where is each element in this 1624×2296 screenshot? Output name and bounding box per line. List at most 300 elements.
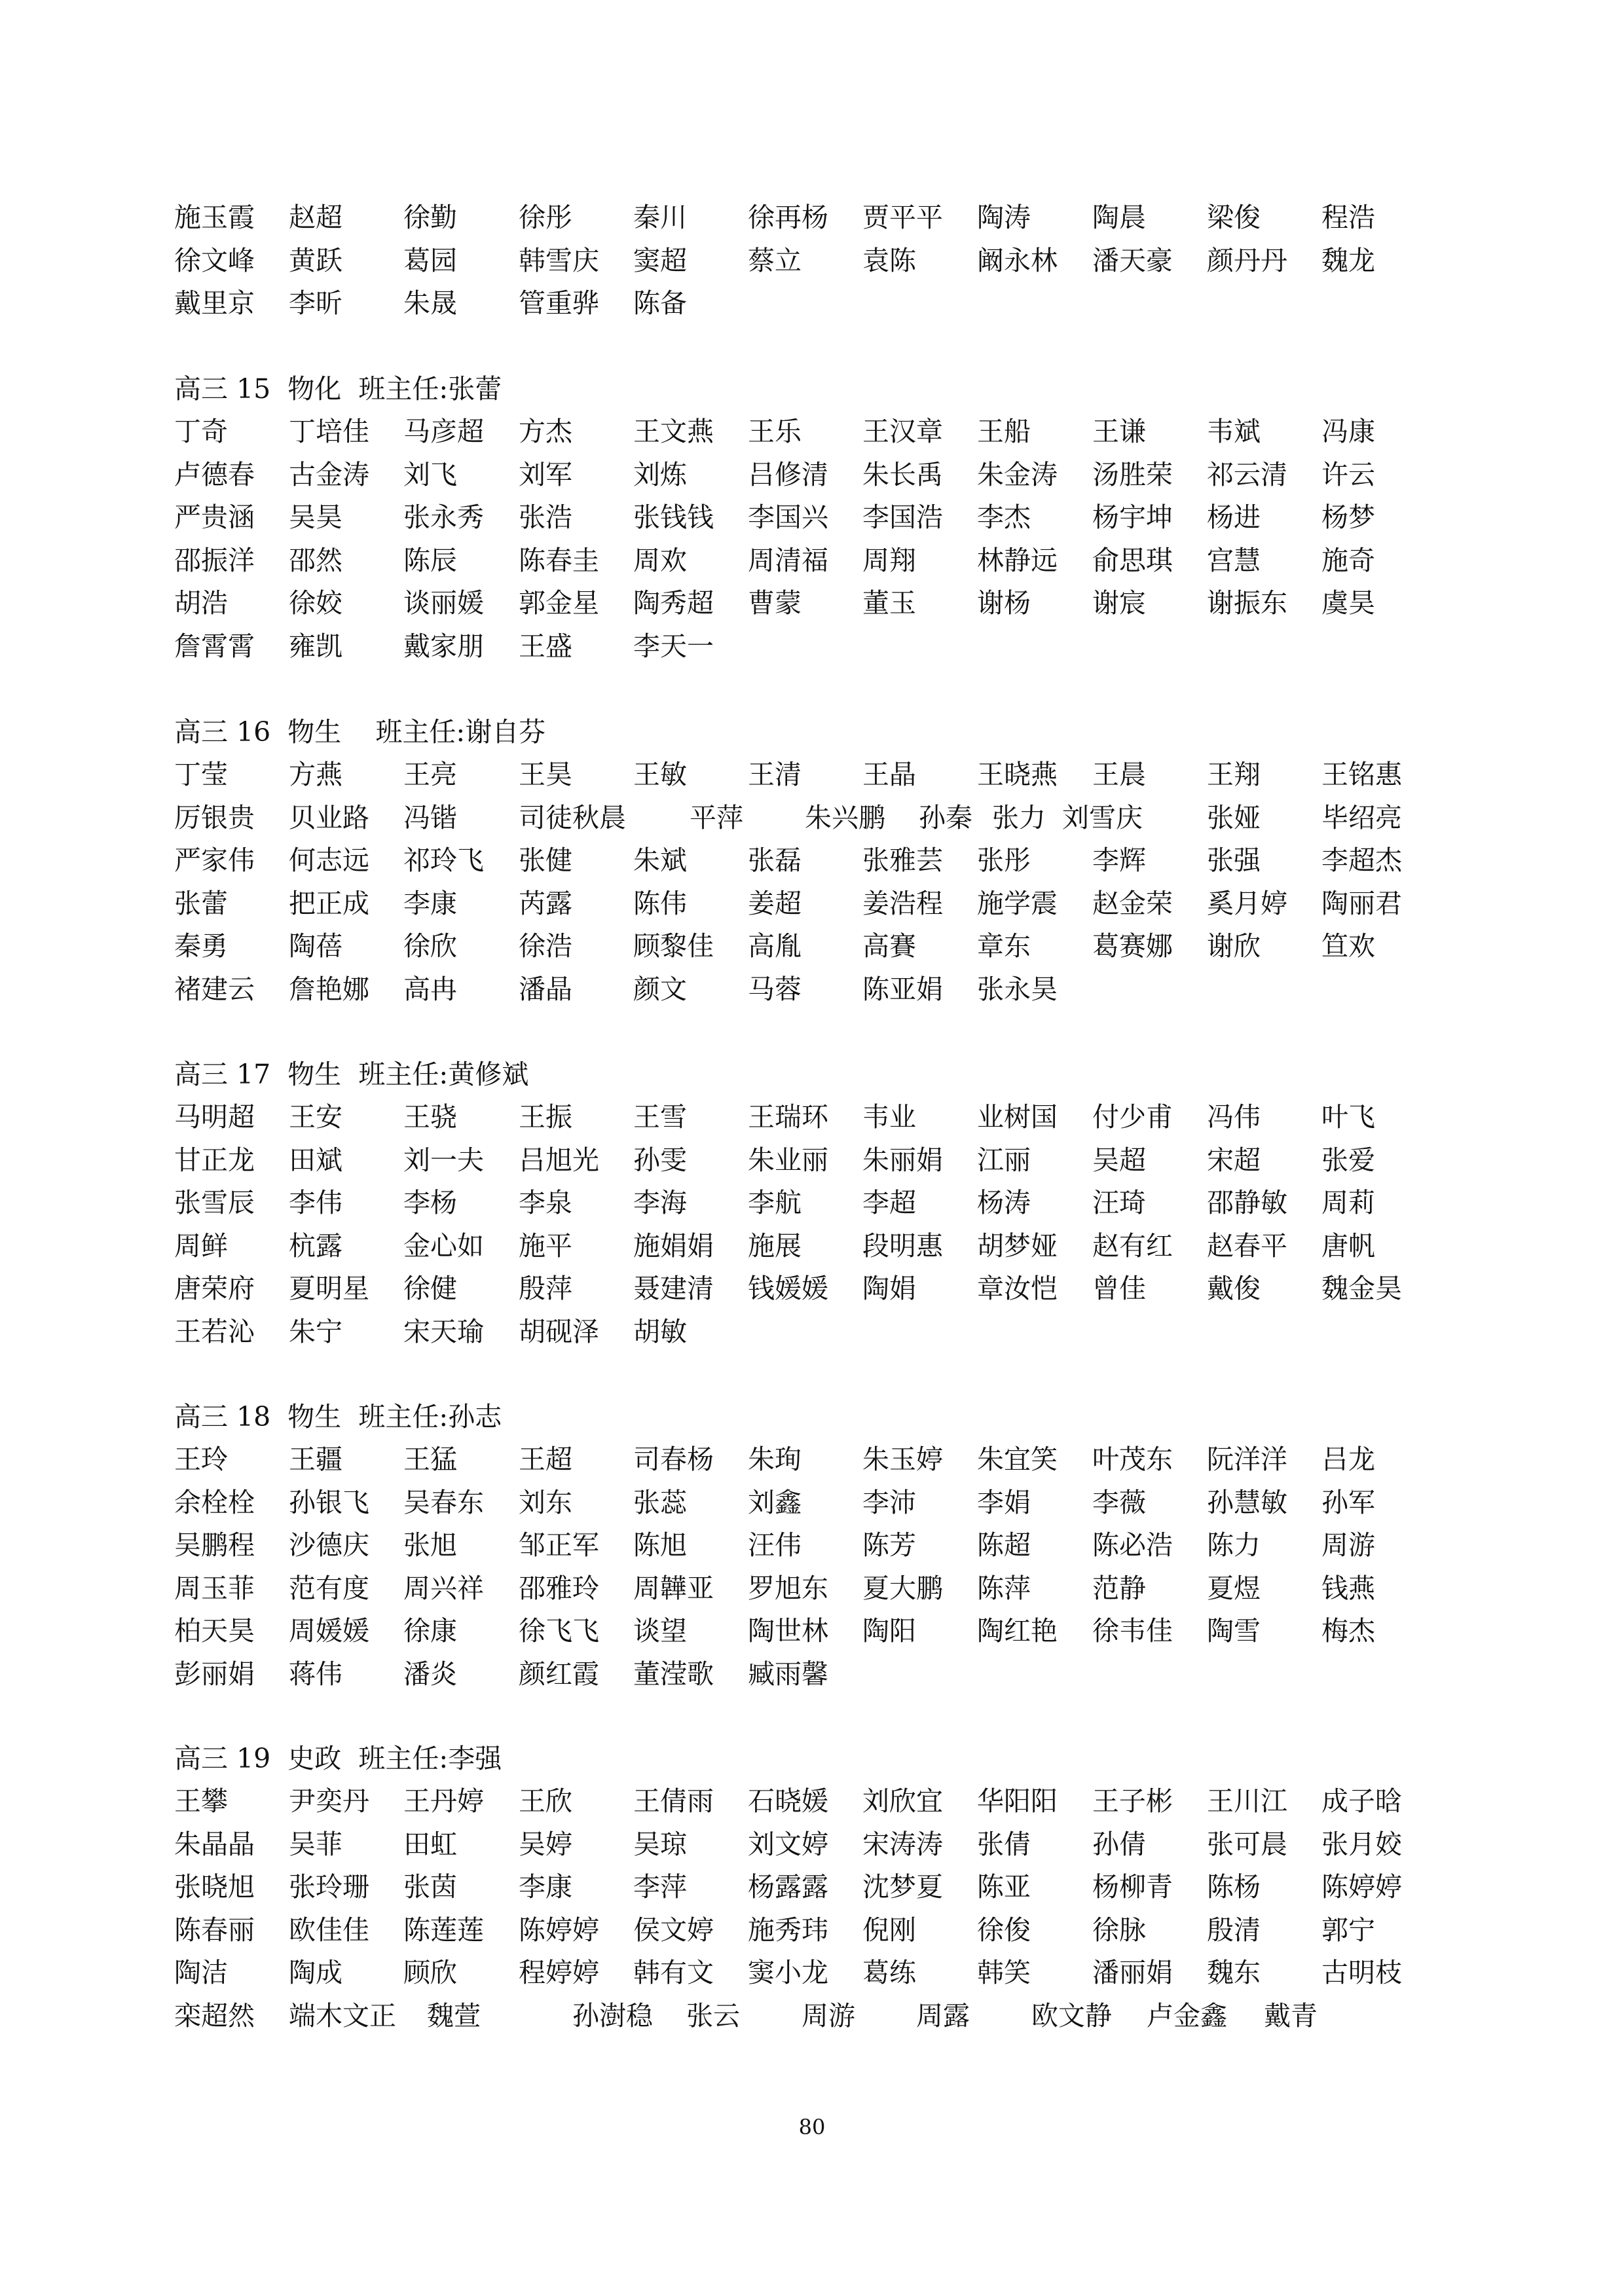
student-name: 孙秦	[919, 801, 972, 833]
student-name: 程婷婷	[519, 1957, 599, 1988]
name-row	[174, 968, 1484, 1011]
student-name: 潘天豪	[1092, 244, 1173, 276]
class-section-16	[174, 710, 1484, 1011]
class-heading	[174, 1395, 1484, 1438]
student-name: 陶秀超	[633, 587, 714, 619]
student-name: 曾佳	[1092, 1273, 1146, 1304]
student-name: 阮洋洋	[1207, 1444, 1287, 1475]
student-name: 王玲	[174, 1444, 228, 1475]
class-heading	[174, 710, 1484, 754]
student-name: 王安	[289, 1101, 342, 1133]
name-row	[174, 883, 1484, 926]
student-name: 孙军	[1321, 1486, 1375, 1518]
student-name: 周媛媛	[289, 1615, 369, 1647]
student-name: 唐帆	[1321, 1230, 1375, 1262]
student-name: 韩笑	[977, 1957, 1031, 1988]
student-name: 陶阳	[862, 1615, 916, 1647]
student-name: 戴青	[1264, 1999, 1318, 2032]
student-name: 张蕊	[633, 1486, 687, 1518]
student-name: 刘文婷	[748, 1828, 828, 1860]
student-name: 褚建云	[174, 973, 255, 1005]
student-name: 朱晟	[403, 287, 457, 319]
student-name: 周韡亚	[633, 1572, 714, 1604]
student-name: 吴春东	[403, 1486, 484, 1518]
student-name: 端木文正	[289, 1999, 396, 2032]
student-name: 窦小龙	[748, 1957, 828, 1988]
student-name: 詹霄霄	[174, 630, 255, 662]
student-name: 董玉	[862, 587, 916, 619]
name-row	[174, 1610, 1484, 1653]
student-name: 邵振洋	[174, 544, 255, 576]
student-name: 吴昊	[289, 501, 342, 533]
class-section-15	[174, 367, 1484, 668]
student-name: 王疆	[289, 1444, 342, 1475]
student-name: 方杰	[519, 416, 572, 447]
student-name: 马彦超	[403, 416, 484, 447]
student-name: 潘晶	[519, 973, 572, 1005]
student-name: 夏大鹏	[862, 1572, 943, 1604]
student-name: 奚月婷	[1207, 887, 1287, 919]
class-section-19	[174, 1737, 1484, 2037]
student-name: 陶成	[289, 1957, 342, 1988]
student-name: 王亮	[403, 759, 457, 790]
student-name: 宫慧	[1207, 544, 1261, 576]
student-name: 张雅芸	[862, 845, 943, 876]
student-name: 许云	[1321, 458, 1375, 490]
name-row	[174, 1952, 1484, 1995]
student-name: 王盛	[519, 630, 572, 662]
student-name: 阚永林	[977, 244, 1058, 276]
student-name: 范静	[1092, 1572, 1146, 1604]
student-name: 徐文峰	[174, 244, 255, 276]
student-name: 高賽	[862, 930, 916, 962]
student-name: 王昊	[519, 759, 572, 790]
student-name: 杭露	[289, 1230, 342, 1262]
student-name: 马蓉	[748, 973, 802, 1005]
student-name: 司徒秋晨	[519, 801, 626, 833]
name-row	[174, 1524, 1484, 1567]
student-name: 王子彬	[1092, 1785, 1173, 1817]
class-teacher: 班主任:李强	[358, 1743, 502, 1774]
student-name: 周欢	[633, 544, 687, 576]
student-name: 徐姣	[289, 587, 342, 619]
student-name: 林静远	[977, 544, 1058, 576]
student-name: 徐勤	[403, 202, 457, 233]
class-subjects: 物化	[287, 373, 342, 405]
student-name: 姜超	[748, 887, 802, 919]
student-name: 张磊	[748, 845, 802, 876]
student-name: 成子晗	[1321, 1785, 1402, 1817]
student-name: 刘鑫	[748, 1486, 802, 1518]
class-section-17	[174, 1053, 1484, 1353]
student-name: 祁玲飞	[403, 845, 484, 876]
student-name: 李萍	[633, 1871, 687, 1903]
student-name: 秦川	[633, 202, 687, 233]
student-name: 古金涛	[289, 458, 369, 490]
student-name: 李超杰	[1321, 845, 1402, 876]
student-name: 魏龙	[1321, 244, 1375, 276]
page-number: 80	[798, 2115, 826, 2140]
student-name: 叶飞	[1321, 1101, 1375, 1133]
student-name: 李薇	[1092, 1486, 1146, 1518]
student-name: 胡敏	[633, 1315, 687, 1347]
student-name: 张永秀	[403, 501, 484, 533]
student-name: 孙银飞	[289, 1486, 369, 1518]
student-name: 吴婷	[519, 1828, 572, 1860]
student-name: 丁莹	[174, 759, 228, 790]
student-name: 窦超	[633, 244, 687, 276]
class-teacher: 班主任:黄修斌	[358, 1059, 529, 1090]
student-name: 施娟娟	[633, 1230, 714, 1262]
student-name: 臧雨馨	[748, 1658, 828, 1690]
name-row	[174, 1267, 1484, 1311]
name-row	[174, 1567, 1484, 1611]
student-name: 汪伟	[748, 1529, 802, 1561]
student-name: 余栓栓	[174, 1486, 255, 1518]
student-name: 毕绍亮	[1321, 801, 1402, 833]
student-name: 王晶	[862, 759, 916, 790]
student-name: 卢金鑫	[1147, 1999, 1227, 2032]
student-name: 徐康	[403, 1615, 457, 1647]
student-name: 张云	[686, 1999, 740, 2032]
student-name: 冯康	[1321, 416, 1375, 447]
name-row	[174, 240, 1484, 283]
student-name: 甘正龙	[174, 1144, 255, 1176]
student-name: 王翔	[1207, 759, 1261, 790]
student-name: 陈芳	[862, 1529, 916, 1561]
student-name: 谢振东	[1207, 587, 1287, 619]
student-name: 董滢歌	[633, 1658, 714, 1690]
student-name: 王汉章	[862, 416, 943, 447]
student-name: 袁陈	[862, 244, 916, 276]
student-name: 业树国	[977, 1101, 1058, 1133]
name-row	[174, 1096, 1484, 1139]
class-heading	[174, 1053, 1484, 1096]
student-name: 贝业路	[289, 801, 369, 833]
student-name: 张浩	[519, 501, 572, 533]
student-name: 聂建清	[633, 1273, 714, 1304]
student-name: 张爱	[1321, 1144, 1375, 1176]
student-name: 范有度	[289, 1572, 369, 1604]
student-name: 陈莲莲	[403, 1914, 484, 1946]
student-name: 周鲜	[174, 1230, 228, 1262]
student-name: 高胤	[748, 930, 802, 962]
student-name: 侯文婷	[633, 1914, 714, 1946]
student-name: 张可晨	[1207, 1828, 1287, 1860]
student-name: 邵然	[289, 544, 342, 576]
name-row	[174, 1780, 1484, 1823]
student-name: 李国浩	[862, 501, 943, 533]
name-row	[174, 282, 1484, 325]
student-name: 周翔	[862, 544, 916, 576]
student-name: 潘丽娟	[1092, 1957, 1173, 1988]
student-name: 邹正军	[519, 1529, 599, 1561]
student-name: 罗旭东	[748, 1572, 828, 1604]
student-name: 赵金荣	[1092, 887, 1173, 919]
student-name: 田虹	[403, 1828, 457, 1860]
student-name: 周游	[802, 1999, 855, 2032]
student-name: 杨进	[1207, 501, 1261, 533]
student-name: 顾黎佳	[633, 930, 714, 962]
student-name: 颜文	[633, 973, 687, 1005]
student-name: 陈萍	[977, 1572, 1031, 1604]
student-name: 张晓旭	[174, 1871, 255, 1903]
student-name: 戴俊	[1207, 1273, 1261, 1304]
student-name: 杨梦	[1321, 501, 1375, 533]
name-row	[174, 754, 1484, 797]
student-name: 胡浩	[174, 587, 228, 619]
student-name: 柏天昊	[174, 1615, 255, 1647]
student-name: 冯锴	[403, 801, 457, 833]
student-name: 周莉	[1321, 1187, 1375, 1218]
name-row	[174, 1225, 1484, 1268]
student-name: 谢杨	[977, 587, 1031, 619]
student-name: 徐再杨	[748, 202, 828, 233]
name-row	[174, 1823, 1484, 1867]
student-name: 管重骅	[519, 287, 599, 319]
class-section-18	[174, 1395, 1484, 1696]
student-name: 马明超	[174, 1101, 255, 1133]
student-name: 汤胜荣	[1092, 458, 1173, 490]
student-name: 王谦	[1092, 416, 1146, 447]
name-row	[174, 582, 1484, 625]
student-name: 叶茂东	[1092, 1444, 1173, 1475]
student-name: 张钱钱	[633, 501, 714, 533]
student-name: 陈必浩	[1092, 1529, 1173, 1561]
student-name: 王猛	[403, 1444, 457, 1475]
student-name: 李娟	[977, 1486, 1031, 1518]
student-name: 吴琼	[633, 1828, 687, 1860]
student-name: 梅杰	[1321, 1615, 1375, 1647]
class-name: 高三 19	[174, 1743, 271, 1774]
name-row	[174, 1995, 1484, 2038]
class-subjects: 物生	[287, 1401, 342, 1432]
student-name: 陈婷婷	[519, 1914, 599, 1946]
student-name: 潘炎	[403, 1658, 457, 1690]
student-name: 杨宇坤	[1092, 501, 1173, 533]
student-name: 陈备	[633, 287, 687, 319]
student-name: 胡砚泽	[519, 1315, 599, 1347]
student-name: 沈梦夏	[862, 1871, 943, 1903]
class-teacher: 班主任:张蕾	[358, 373, 502, 405]
student-name: 朱业丽	[748, 1144, 828, 1176]
name-row	[174, 925, 1484, 968]
student-name: 殷萍	[519, 1273, 572, 1304]
student-name: 李国兴	[748, 501, 828, 533]
student-name: 徐飞飞	[519, 1615, 599, 1647]
student-name: 韦斌	[1207, 416, 1261, 447]
student-name: 张健	[519, 845, 572, 876]
student-name: 陈旭	[633, 1529, 687, 1561]
student-name: 朱斌	[633, 845, 687, 876]
student-name: 李天一	[633, 630, 714, 662]
student-name: 陈婷婷	[1321, 1871, 1402, 1903]
class-name: 高三 15	[174, 373, 271, 405]
student-name: 钱燕	[1321, 1572, 1375, 1604]
student-name: 朱金涛	[977, 458, 1058, 490]
student-name: 朱宁	[289, 1315, 342, 1347]
student-name: 宋超	[1207, 1144, 1261, 1176]
student-name: 何志远	[289, 845, 369, 876]
student-name: 王川江	[1207, 1785, 1287, 1817]
student-name: 段明惠	[862, 1230, 943, 1262]
name-row	[174, 1438, 1484, 1482]
student-name: 陶晨	[1092, 202, 1146, 233]
student-name: 司春杨	[633, 1444, 714, 1475]
student-name: 丁奇	[174, 416, 228, 447]
student-name: 张茵	[403, 1871, 457, 1903]
student-name: 梁俊	[1207, 202, 1261, 233]
student-name: 钱媛媛	[748, 1273, 828, 1304]
student-name: 王清	[748, 759, 802, 790]
student-name: 把正成	[289, 887, 369, 919]
student-name: 王敏	[633, 759, 687, 790]
student-name: 李康	[403, 887, 457, 919]
student-name: 程浩	[1321, 202, 1375, 233]
student-name: 刘军	[519, 458, 572, 490]
student-name: 王晨	[1092, 759, 1146, 790]
student-name: 蒋伟	[289, 1658, 342, 1690]
student-name: 王超	[519, 1444, 572, 1475]
name-row	[174, 1139, 1484, 1182]
student-name: 王振	[519, 1101, 572, 1133]
student-name: 朱晶晶	[174, 1828, 255, 1860]
student-name: 金心如	[403, 1230, 484, 1262]
student-name: 葛练	[862, 1957, 916, 1988]
student-name: 贾平平	[862, 202, 943, 233]
student-name: 朱宜笑	[977, 1444, 1058, 1475]
student-name: 雍凯	[289, 630, 342, 662]
student-name: 田斌	[289, 1144, 342, 1176]
student-name: 魏东	[1207, 1957, 1261, 1988]
student-name: 陈伟	[633, 887, 687, 919]
student-name: 张雪辰	[174, 1187, 255, 1218]
student-name: 蔡立	[748, 244, 802, 276]
student-name: 华阳阳	[977, 1785, 1058, 1817]
student-name: 王船	[977, 416, 1031, 447]
student-name: 魏金昊	[1321, 1273, 1402, 1304]
student-name: 王铭惠	[1321, 759, 1402, 790]
student-name: 徐韦佳	[1092, 1615, 1173, 1647]
name-row	[174, 839, 1484, 883]
name-row	[174, 454, 1484, 497]
student-name: 邵雅玲	[519, 1572, 599, 1604]
student-name: 朱珣	[748, 1444, 802, 1475]
student-name: 吴鹏程	[174, 1529, 255, 1561]
student-name: 厉银贵	[174, 801, 255, 833]
student-name: 刘飞	[403, 458, 457, 490]
student-name: 冯伟	[1207, 1101, 1261, 1133]
name-row	[174, 1653, 1484, 1696]
student-name: 卢德春	[174, 458, 255, 490]
student-name: 张强	[1207, 845, 1261, 876]
student-name: 刘一夫	[403, 1144, 484, 1176]
student-name: 孙雯	[633, 1144, 687, 1176]
student-name: 尹奕丹	[289, 1785, 369, 1817]
student-name: 徐健	[403, 1273, 457, 1304]
student-name: 唐荣府	[174, 1273, 255, 1304]
student-name: 吴超	[1092, 1144, 1146, 1176]
student-name: 王文燕	[633, 416, 714, 447]
student-name: 徐欣	[403, 930, 457, 962]
class-name: 高三 18	[174, 1401, 271, 1432]
student-name: 赵春平	[1207, 1230, 1287, 1262]
student-name: 王乐	[748, 416, 802, 447]
student-name: 方燕	[289, 759, 342, 790]
student-name: 张倩	[977, 1828, 1031, 1860]
student-name: 李泉	[519, 1187, 572, 1218]
student-name: 詹艳娜	[289, 973, 369, 1005]
name-list-continued	[174, 196, 1484, 325]
student-name: 周兴祥	[403, 1572, 484, 1604]
student-name: 徐彤	[519, 202, 572, 233]
name-row	[174, 539, 1484, 583]
student-name: 王倩雨	[633, 1785, 714, 1817]
student-name: 王瑞环	[748, 1101, 828, 1133]
student-name: 葛赛娜	[1092, 930, 1173, 962]
student-name: 谢宸	[1092, 587, 1146, 619]
student-name: 郭金星	[519, 587, 599, 619]
student-name: 章汝恺	[977, 1273, 1058, 1304]
class-heading	[174, 1737, 1484, 1780]
student-name: 徐俊	[977, 1914, 1031, 1946]
student-name: 戴家朋	[403, 630, 484, 662]
student-name: 陶洁	[174, 1957, 228, 1988]
student-name: 黄跃	[289, 244, 342, 276]
student-name: 李航	[748, 1187, 802, 1218]
name-row	[174, 797, 1484, 840]
student-name: 李沛	[862, 1486, 916, 1518]
student-name: 韦业	[862, 1101, 916, 1133]
student-name: 杨露露	[748, 1871, 828, 1903]
student-name: 陈春丽	[174, 1914, 255, 1946]
student-name: 芮露	[519, 887, 572, 919]
student-name: 陶红艳	[977, 1615, 1058, 1647]
student-name: 倪刚	[862, 1914, 916, 1946]
student-name: 徐浩	[519, 930, 572, 962]
student-name: 张月姣	[1321, 1828, 1402, 1860]
student-name: 朱长禹	[862, 458, 943, 490]
student-name: 张娅	[1207, 801, 1261, 833]
class-teacher: 班主任:孙志	[358, 1401, 502, 1432]
student-name: 李海	[633, 1187, 687, 1218]
student-name: 刘东	[519, 1486, 572, 1518]
student-name: 严家伟	[174, 845, 255, 876]
student-name: 汪琦	[1092, 1187, 1146, 1218]
student-name: 宋天瑜	[403, 1315, 484, 1347]
student-name: 郭宁	[1321, 1914, 1375, 1946]
student-name: 谈丽媛	[403, 587, 484, 619]
student-name: 朱兴鹏	[805, 801, 885, 833]
student-name: 谈望	[633, 1615, 687, 1647]
name-row	[174, 1182, 1484, 1225]
student-name: 孙倩	[1092, 1828, 1146, 1860]
student-name: 周游	[1321, 1529, 1375, 1561]
student-name: 俞思琪	[1092, 544, 1173, 576]
name-row	[174, 1866, 1484, 1909]
student-name: 陶蓓	[289, 930, 342, 962]
student-name: 陶丽君	[1321, 887, 1402, 919]
class-subjects: 史政	[287, 1743, 342, 1774]
name-row	[174, 625, 1484, 668]
student-name: 刘雪庆	[1062, 801, 1143, 833]
name-row	[174, 1909, 1484, 1952]
student-name: 笪欢	[1321, 930, 1375, 962]
student-name: 陈亚娟	[862, 973, 943, 1005]
student-name: 赵超	[289, 202, 342, 233]
student-name: 陈春圭	[519, 544, 599, 576]
student-name: 欧佳佳	[289, 1914, 369, 1946]
